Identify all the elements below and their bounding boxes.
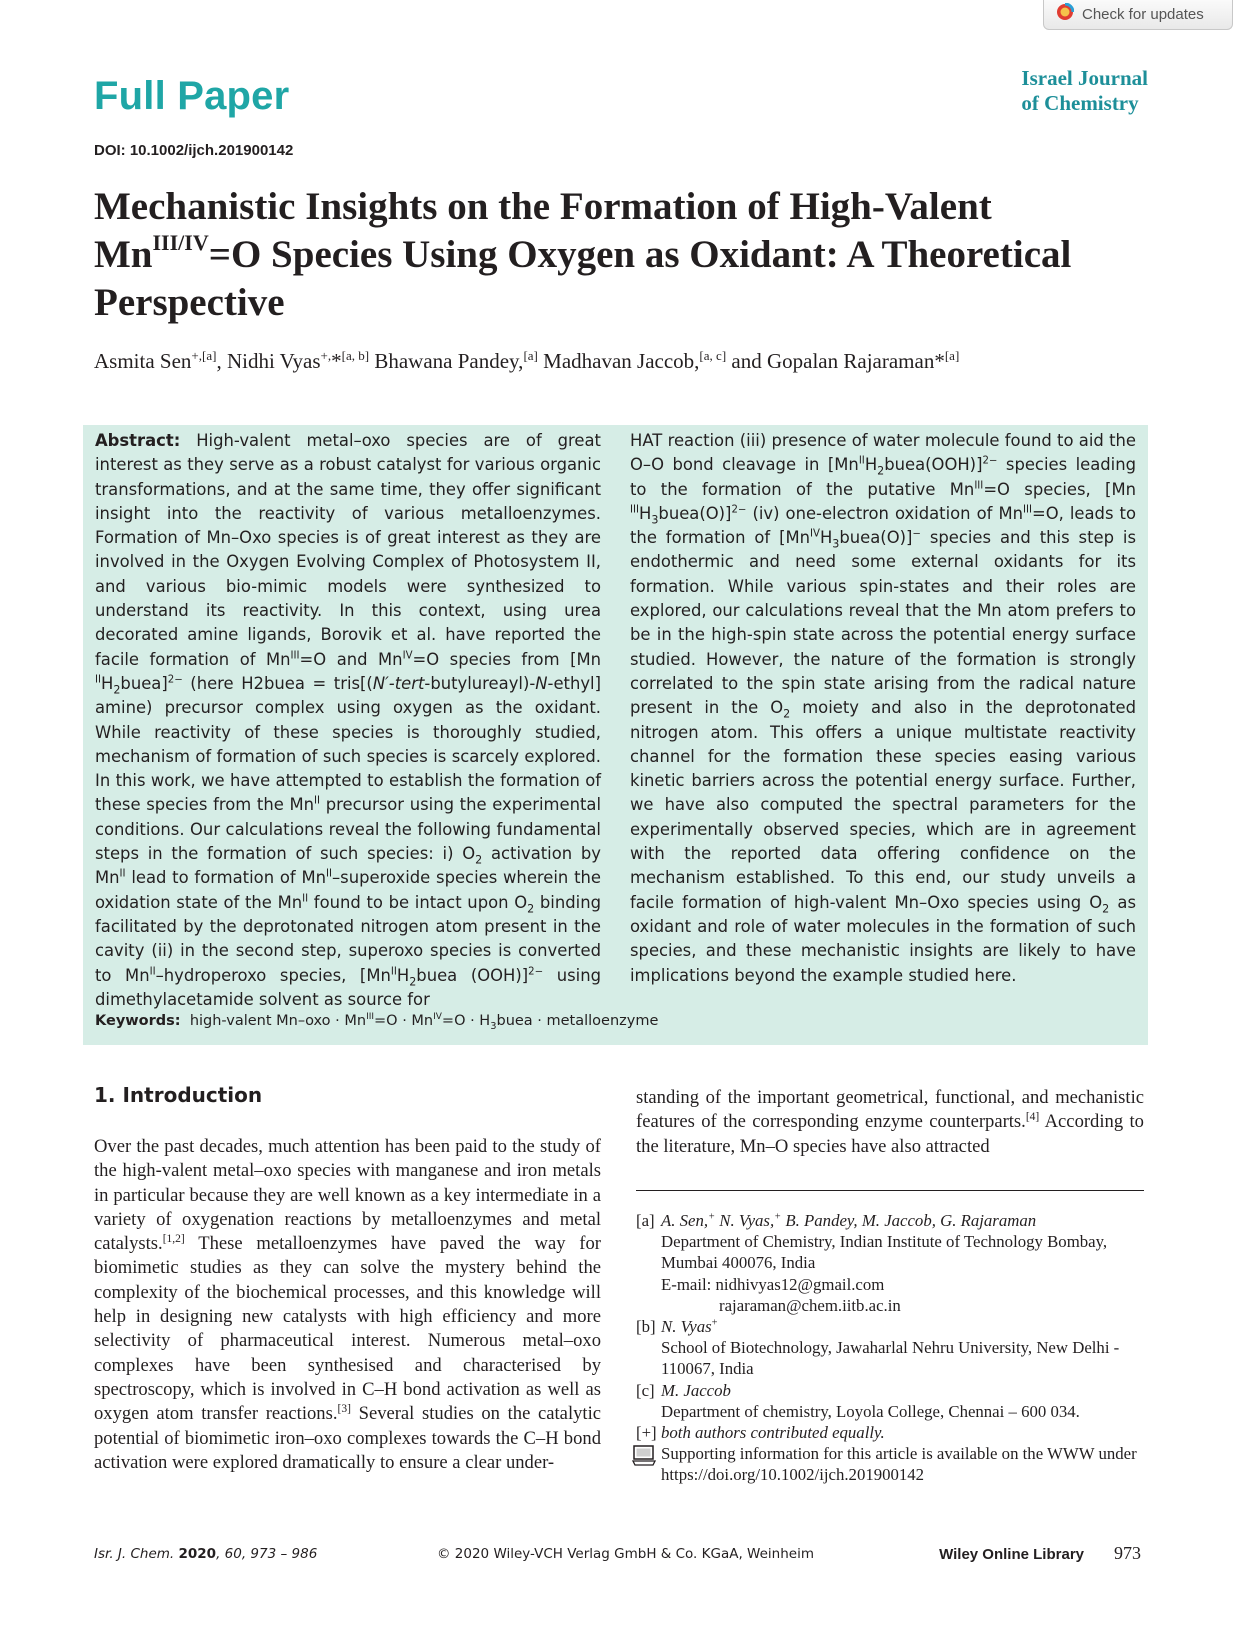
keyword-sup: IV xyxy=(433,1012,442,1023)
footnote-equal-contribution xyxy=(636,1422,1144,1443)
footnote-names: N. Vyas, xyxy=(715,1211,775,1230)
abstract-column-right: HAT reaction (iii) presence of water molecule found to aid the O–O bond cleavage in $[Mn^{II}H_2buea(OOH)]^{2-}$ species leading to the formation of the putative $Mn^{III}=O$ species, [Mn $^{III}H_3buea(O)]^{2-}$ (iv) one-electron oxidation of $Mn^{III}=O$, leads to the formation of $[Mn^{IV}H_3buea(O)]^-$ species and this step is endothermic and need some external oxidants for its formation. While various spin-states and their roles are explored, our calculations reveal that the Mn atom prefers to be in the high-spin state across the potential energy surface studied. However, the nature of the formation is strongly correlated to the spin state arising from the radical nature present in the $O_2$ moiety and also in the deprotonated nitrogen atom. This offers a unique multistate reactivity channel for the formation these species easing various kinetic barriers across the potential energy surface. Further, we have also computed the spectral parameters for the experimentally observed species, which are in agreement with the reported data offering confidence on the mechanism established. To this end, our study unveils a facile formation of high-valent Mn–Oxo species using $O_2$ as oxidant and role of water molecules in the formation of such species, and these mechanistic insights are likely to have implications beyond the example studied here. xyxy=(630,431,1136,985)
email-link[interactable]: rajaraman@chem.iitb.ac.in xyxy=(719,1295,901,1315)
author-marks: [a] xyxy=(944,348,960,363)
title-part2: =O Species Using Oxygen as Oxidant: A Theoretical Perspective xyxy=(94,233,1072,324)
keyword-text: =O · H xyxy=(441,1013,491,1029)
wiley-online-library-link[interactable]: Wiley Online Library xyxy=(939,1546,1084,1563)
title-part1: Mechanistic Insights on the Formation of High-Valent xyxy=(94,185,992,228)
footnote-key: [+] xyxy=(636,1423,657,1443)
author-marks: +,[a] xyxy=(191,348,217,363)
affiliation-address: Department of chemistry, Loyola College, Chennai – 600 034. xyxy=(661,1401,1080,1421)
citation[interactable]: [1,2] xyxy=(162,1233,185,1245)
affiliation-address: School of Biotechnology, Jawaharlal Nehru University, New Delhi - 110067, India xyxy=(661,1338,1120,1379)
keywords-label: Keywords: xyxy=(95,1013,181,1029)
keyword-text: buea · metalloenzyme xyxy=(496,1013,659,1029)
journal-name-line1: Israel Journal xyxy=(1021,66,1148,90)
footnote-names: N. Vyas xyxy=(661,1317,712,1337)
author-list xyxy=(94,349,959,374)
abstract-column-left: Abstract: High-valent metal–oxo species are of great interest as they serve as a robust catalyst for various organic transformations, and at the same time, they offer significant insight into the reactivity of various metalloenzymes. Formation of Mn–Oxo species is of great interest as they are involved in the Oxygen Evolving Complex of Photosystem II, and various bio-mimic models were synthesized to understand its reactivity. In this context, using urea decorated amine ligands, Borovik et al. have reported the facile formation of $Mn^{III}=O$ and $Mn^{IV}=O$ species from [Mn $^{II}H_2buea]^{2-}$ (here H2buea = tris[(N′-tert-butylureayl)-N-ethyl] amine) precursor complex using oxygen as the oxidant. While reactivity of these species is thoroughly studied, mechanism of formation of such species is scarcely explored. In this work, we have attempted to establish the formation of these species from the $Mn^{II}$ precursor using the experimental conditions. Our calculations reveal the following fundamental steps in the formation of such species: i) $O_2$ activation by $Mn^{II}$ lead to formation of $Mn^{II}$–superoxide species wherein the oxidation state of the $Mn^{II}$ found to be intact upon $O_2$ binding facilitated by the deprotonated nitrogen atom present in the cavity (ii) in the second step, superoxo species is converted to $Mn^{II}$–hydroperoxo species, [$Mn^{II}H_2buea$ (OOH)]$^{2-}$ using dimethylacetamide solvent as source for xyxy=(95,431,602,1009)
footnote-b xyxy=(636,1316,1144,1380)
footnote-divider xyxy=(636,1190,1144,1191)
body-text: According to the literature, Mn–O species have also attracted xyxy=(636,1111,1144,1157)
abstract-intro: High-valent metal–oxo species are of great interest as they serve as a robust catalyst for various organic transformations, and at the same time, they offer significant insight into the reactivity of various metalloenzymes. Formation of Mn–Oxo species is of great interest as they are involved in the Oxygen Evolving Complex of Photosystem II, and various bio-mimic models were synthesized to understand its reactivity. In this context, using urea decorated amine ligands, Borovik et al. have reported the facile formation of Mn xyxy=(95,431,601,669)
author-name: Bhawana Pandey, xyxy=(374,349,524,373)
author-name: Madhavan Jaccob, xyxy=(543,349,700,373)
keywords xyxy=(95,1012,659,1032)
author-connector: and xyxy=(731,349,762,373)
citation[interactable]: [4] xyxy=(1025,1111,1040,1124)
keyword-text: high-valent Mn–oxo · Mn xyxy=(189,1013,367,1029)
keyword-text: =O · Mn xyxy=(374,1013,434,1029)
supporting-info-computer-icon xyxy=(632,1445,656,1472)
body-text: Over the past decades, much attention has been paid to the study of the high-valent metal–oxo species with manganese and iron metals in particular because they are well known as a key intermediate in a variety of oxygenation reactions by metalloenzymes and metal catalysts. xyxy=(94,1136,601,1255)
footer-volume-pages: , 60, 973 – 986 xyxy=(216,1546,318,1562)
body-text: standing of the important geometrical, functional, and mechanistic features of the corresponding enzyme counterparts. xyxy=(636,1087,1144,1133)
email-link[interactable]: E-mail: nidhivyas12@gmail.com xyxy=(661,1274,885,1294)
footnote-names: A. Sen, xyxy=(661,1211,709,1230)
author-name: Asmita Sen xyxy=(94,349,192,373)
footnote-key: [c] xyxy=(636,1380,655,1400)
footer-citation xyxy=(94,1546,317,1562)
doi: DOI: 10.1002/ijch.201900142 xyxy=(94,142,294,159)
author-name: Nidhi Vyas xyxy=(226,349,321,373)
affiliation-address: Department of Chemistry, Indian Institute of Technology Bombay, Mumbai 400076, India xyxy=(661,1232,1108,1273)
footer-right xyxy=(939,1543,1141,1564)
footer-copyright: © 2020 Wiley-VCH Verlag GmbH & Co. KGaA, Weinheim xyxy=(437,1546,814,1562)
keyword-sub: 3 xyxy=(490,1020,497,1032)
journal-name-line2: of Chemistry xyxy=(1021,91,1139,115)
check-for-updates-button[interactable] xyxy=(1043,0,1233,30)
footnote-names: B. Pandey, M. Jaccob, G. Rajaraman xyxy=(781,1211,1037,1230)
citation[interactable]: [3] xyxy=(337,1403,351,1416)
supporting-information-note xyxy=(636,1443,1144,1485)
footer-journal: Isr. J. Chem. xyxy=(94,1546,175,1562)
author-name: Gopalan Rajaraman xyxy=(766,349,935,373)
footnote-mark: + xyxy=(774,1211,782,1223)
author-affiliation: [a, b] xyxy=(341,348,370,363)
check-updates-label: Check for updates xyxy=(1082,6,1204,23)
paper-title xyxy=(94,183,1154,327)
body-text: Several studies on the catalytic potential of biomimetic iron–oxo complexes towards the C–H bond activation were explored dramatically to ensure a clear under- xyxy=(94,1403,601,1473)
footnote-names: both authors contributed equally. xyxy=(661,1423,885,1443)
footnote-c xyxy=(636,1380,1144,1422)
abstract-box xyxy=(83,425,1148,1045)
supporting-info-link[interactable]: Supporting information for this article is available on the WWW under https://doi.org/10.1002/ijch.201900142 xyxy=(661,1444,1137,1485)
title-superscript: III/IV xyxy=(152,230,209,255)
author-marks: +, xyxy=(320,348,332,363)
introduction-column-right xyxy=(636,1086,1144,1159)
footer-year: 2020 xyxy=(178,1546,217,1562)
check-updates-icon xyxy=(1056,3,1074,26)
affiliation-footnotes xyxy=(636,1210,1144,1486)
corresponding-star: * xyxy=(934,349,945,373)
page-number: 973 xyxy=(1114,1543,1141,1563)
footnote-key: [b] xyxy=(636,1317,656,1337)
section-label: Full Paper xyxy=(94,74,290,118)
keyword-sup: III xyxy=(366,1012,375,1023)
footnote-mark: + xyxy=(711,1317,718,1329)
author-marks: [a, c] xyxy=(699,348,727,363)
footnote-mark: + xyxy=(708,1211,716,1223)
corresponding-star: * xyxy=(331,349,342,373)
abstract-label: Abstract: xyxy=(95,431,181,450)
journal-name xyxy=(1021,66,1148,116)
author-separator: , xyxy=(216,349,222,373)
author-marks: [a] xyxy=(523,348,538,363)
introduction-heading: 1. Introduction xyxy=(94,1083,263,1107)
footnote-names: M. Jaccob xyxy=(661,1380,731,1400)
introduction-column-left xyxy=(94,1135,601,1475)
body-text: These metalloenzymes have paved the way for biomimetic studies as they can solve the mystery behind the complexity of the biochemical processes, and this knowledge will help in designing new catalysts with high efficiency and more selectivity of pharmaceutical interest. Numerous metal–oxo complexes have been synthesised and characterised by spectroscopy, which is involved in C–H bond activation as well as oxygen atom transfer reactions. xyxy=(94,1233,601,1425)
footnote-a xyxy=(636,1210,1144,1316)
footnote-key: [a] xyxy=(636,1211,655,1230)
title-mn: Mn xyxy=(94,233,153,276)
